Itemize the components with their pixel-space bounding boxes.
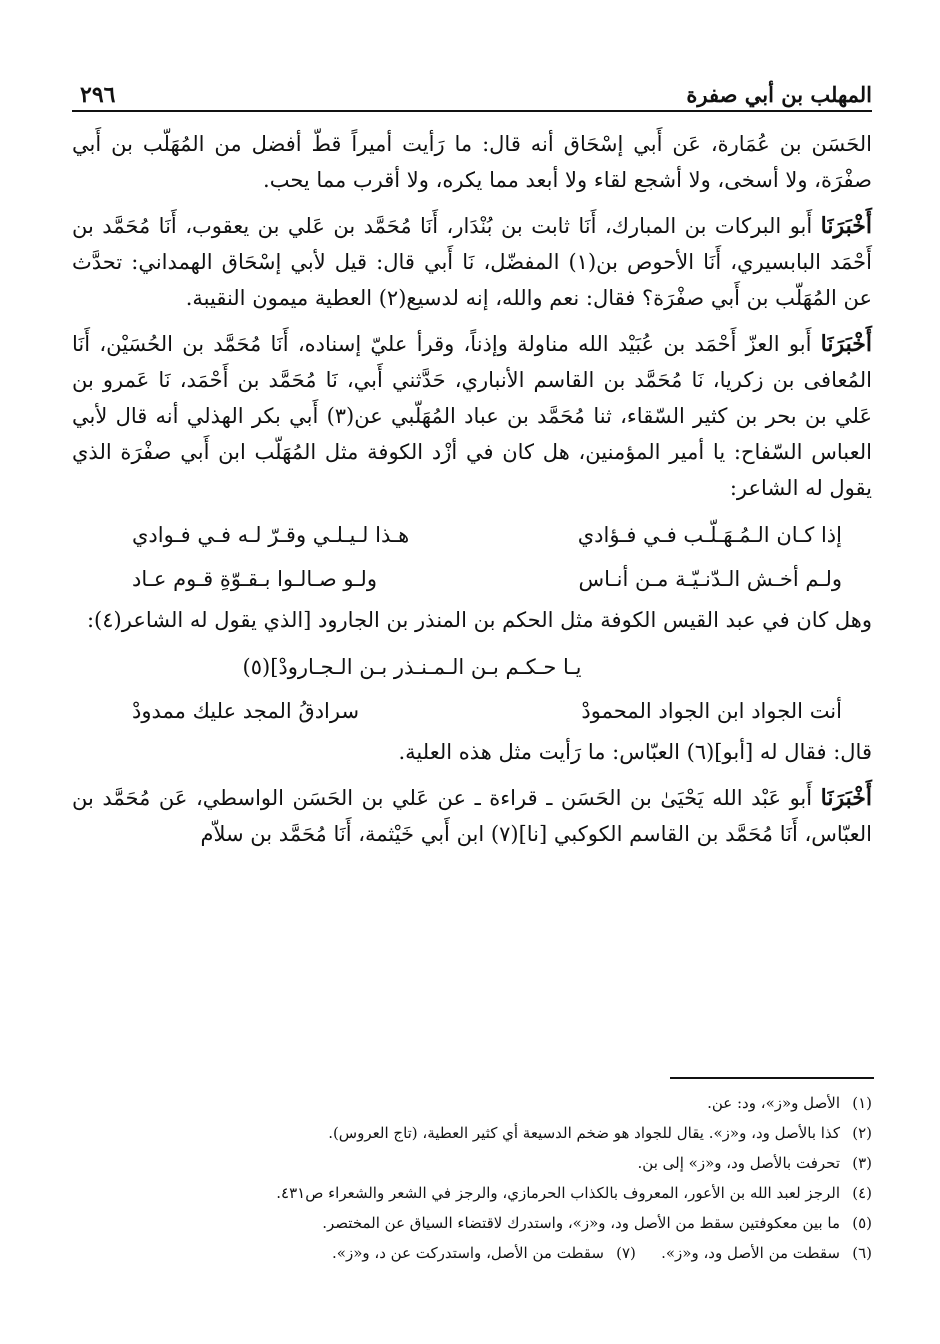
- paragraph: [72, 326, 872, 506]
- verse-hemistich-left: ولـو صـالـوا بـقـوّةِ قـوم عـاد: [132, 567, 377, 591]
- footnote-number: (١): [852, 1094, 872, 1112]
- footnote: [332, 1238, 636, 1268]
- footnote: [72, 1088, 872, 1118]
- footnote-text: تحرفت بالأصل ود، و«ز» إلى بن.: [637, 1154, 840, 1172]
- paragraph: [72, 734, 872, 770]
- verse-single: يـا حـكـم بـن الـمـنـذر بـن الـجـارودْ](٥): [242, 655, 582, 679]
- paragraph: [72, 780, 872, 852]
- footnote-number: (٥): [852, 1214, 872, 1232]
- footnote-divider: [670, 1077, 874, 1079]
- paragraph-text: أَبو عَبْد الله يَحْيَىٰ بن الحَسَن ـ قراءة ـ عن عَلي بن الحَسَن الواسطي، عَن مُحَمَّد بن العبّاس، أَنَا مُحَمَّد بن القاسم الكوكبي [نا](٧) ابن أَبي خَيْثمة، أَنَا مُحَمَّد بن سلاّم: [72, 786, 872, 846]
- running-header: [72, 78, 872, 112]
- verse-line: [72, 560, 872, 598]
- footnote-text: ما بين معكوفتين سقط من الأصل ود، و«ز»، واستدرك لاقتضاء السياق عن المختصر.: [322, 1214, 840, 1232]
- footnote-number: (٢): [852, 1124, 872, 1142]
- paragraph-lead: أَخْبَرَنَا: [820, 785, 872, 811]
- verse-hemistich-left: سرادقُ المجد عليك ممدودْ: [132, 699, 360, 723]
- paragraph-text: أَبو العزّ أَحْمَد بن عُبَيْد الله مناولة وإذناً، وقرأ عليّ إسناده، أَنَا مُحَمَّد بن الحُسَيْن، أَنَا المُعافى بن زكريا، نَا مُحَمَّد بن القاسم الأنباري، حَدَّثني أَبي، نَا مُحَمَّد بن أَحْمَد، نَا عَمرو بن عَلي بن بحر بن كثير السّقاء، ثنا مُحَمَّد بن عباد المُهَلّبي عن(٣) أَبي بكر الهذلي أنه قال لأبي العباس السّفاح: يا أمير المؤمنين، هل كان في أزْد الكوفة مثل المُهَلّب ابن أَبي صفْرَة الذي يقول له الشاعر:: [72, 332, 872, 500]
- footnotes: [72, 1088, 872, 1268]
- paragraph-text: قال: فقال له [أبو](٦) العبّاس: ما رَأيت مثل هذه العلية.: [398, 740, 872, 764]
- verse-line: [72, 648, 872, 686]
- verse-line: [72, 692, 872, 730]
- footnote-number: (٦): [852, 1244, 872, 1262]
- verse-hemistich-right: إذا كـان الـمُـهَـلّـب فـي فـؤادي: [577, 523, 842, 547]
- header-title: المهلب بن أبي صفرة: [686, 82, 872, 107]
- page-number: ٢٩٦: [80, 82, 116, 108]
- footnote: [661, 1238, 872, 1268]
- footnote-number: (٣): [852, 1154, 872, 1172]
- verse-hemistich-left: هـذا لـيـلـي وقـرّ لـه فـي فـوادي: [132, 523, 410, 547]
- page: [72, 78, 872, 862]
- paragraph-lead: أَخْبَرَنَا: [820, 213, 872, 239]
- footnote-number: (٧): [616, 1244, 636, 1262]
- footnote-number: (٤): [852, 1184, 872, 1202]
- main-text: [72, 126, 872, 852]
- paragraph: [72, 126, 872, 198]
- paragraph-lead: أَخْبَرَنَا: [820, 331, 872, 357]
- footnote-text: سقطت من الأصل ود، و«ز».: [661, 1244, 840, 1262]
- footnote: [72, 1208, 872, 1238]
- paragraph-text: الحَسَن بن عُمَارة، عَن أَبي إسْحَاق أنه قال: ما رَأيت أميراً قطّ أفضل من المُهَلّب بن أَبي صفْرَة، ولا أسخى، ولا أشجع لقاء ولا أبعد مما يكره، ولا أقرب مما يحب.: [72, 132, 872, 192]
- footnote-pair: [72, 1238, 872, 1268]
- footnote-text: كذا بالأصل ود، و«ز». يقال للجواد هو ضخم الدسيعة أي كثير العطية، (تاج العروس).: [328, 1124, 840, 1142]
- footnote-text: الأصل و«ز»، ود: عن.: [707, 1094, 840, 1112]
- paragraph-text: وهل كان في عبد القيس الكوفة مثل الحكم بن المنذر بن الجارود [الذي يقول له الشاعر(٤):: [86, 608, 872, 632]
- verse-hemistich-right: أنت الجواد ابن الجواد المحمودْ: [581, 699, 842, 723]
- footnote-text: سقطت من الأصل، واستدركت عن د، و«ز».: [332, 1244, 604, 1262]
- paragraph: [72, 602, 872, 638]
- verse-line: [72, 516, 872, 554]
- footnote: [72, 1118, 872, 1148]
- footnote: [72, 1178, 872, 1208]
- footnote: [72, 1148, 872, 1178]
- verse-hemistich-right: ولـم أخـش الـدّنـيّـة مـن أنـاس: [578, 567, 842, 591]
- paragraph-text: أَبو البركات بن المبارك، أَنَا ثابت بن بُنْدَار، أَنَا مُحَمَّد بن عَلي بن يعقوب، أَنَا مُحَمَّد بن أَحْمَد البابسيري، أَنَا الأحوص بن(١) المفضّل، نَا أَبي قال: قيل لأبي إسْحَاق الهمداني: تحدَّث عن المُهَلّب بن أَبي صفْرَة؟ فقال: نعم والله، إنه لدسيع(٢) العطية ميمون النقيبة.: [72, 214, 873, 310]
- footnote-text: الرجز لعبد الله بن الأعور، المعروف بالكذاب الحرمازي، والرجز في الشعر والشعراء ص٤٣١.: [276, 1184, 840, 1202]
- paragraph: [72, 208, 872, 316]
